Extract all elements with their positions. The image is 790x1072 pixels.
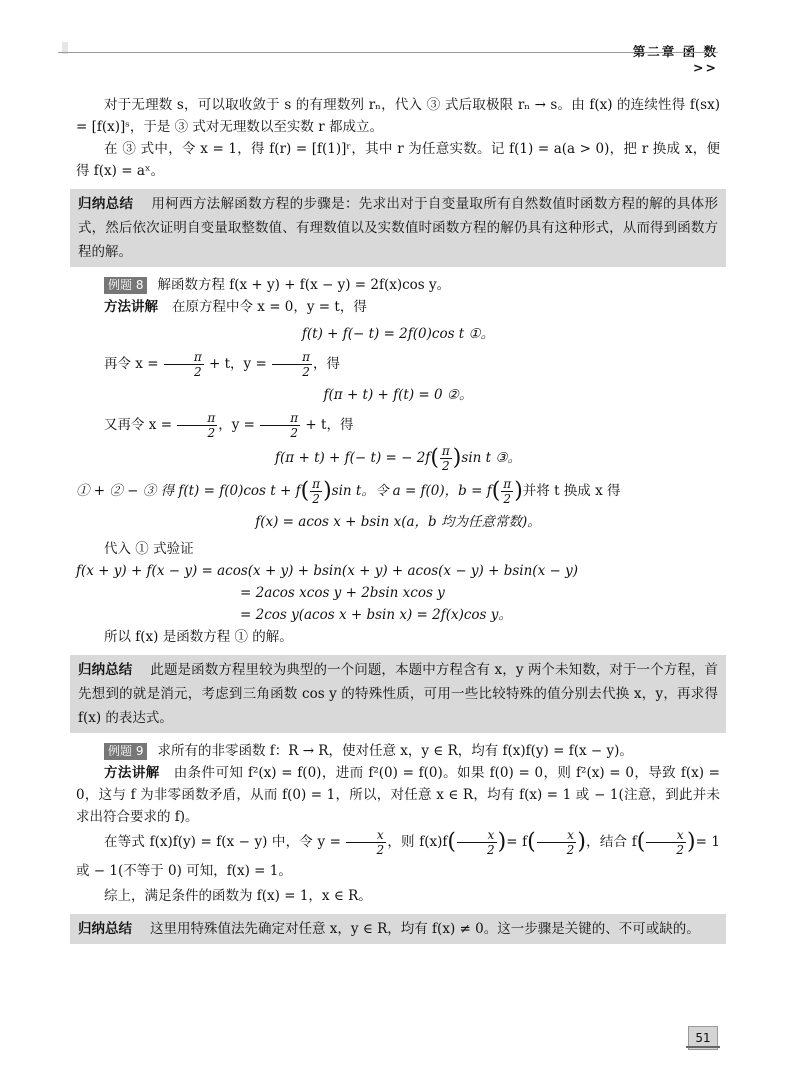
fraction-den: 2: [487, 843, 495, 857]
step-text: ，则 f(x)f: [387, 834, 448, 850]
fraction-num: π: [272, 350, 312, 365]
step-text: 由条件可知 f²(x) = f(0)，进而 f²(0) = f(0)。如果 f(0) = 0，则 f²(x) = 0，导致 f(x) = 0，这与 f 为非零函数矛盾，从而 f(0) = 1，所以，对任意 x ∈ R，均有 f(x) = 1 或 − 1(注意，到此并未求出符合要求的 f)。: [76, 765, 720, 825]
example-8-step-4: [76, 477, 720, 506]
fraction-den: 2: [193, 365, 202, 379]
paren-open: (: [491, 478, 501, 504]
example-8-step-3: [76, 411, 720, 440]
fraction-den: 2: [442, 459, 450, 473]
step-text: 再令 x =: [104, 356, 159, 372]
fraction-pi-over-2: [177, 411, 217, 440]
fraction-num: x: [346, 828, 386, 843]
step-text: 又再令 x =: [104, 417, 173, 433]
example-9-step-1: [76, 762, 720, 828]
summary-box-1: [70, 189, 726, 267]
example-8-conclusion: 所以 f(x) 是函数方程 ① 的解。: [104, 629, 293, 645]
verify-label: 代入 ① 式验证: [104, 541, 194, 557]
fraction-num: x: [537, 828, 577, 843]
example-8-step-1: [76, 296, 720, 318]
step-text: = f: [506, 834, 528, 850]
paragraph-irrational: 对于无理数 s，可以取收敛于 s 的有理数列 rₙ，代入 ③ 式后取极限 rₙ → s。由 f(x) 的连续性得 f(sx) = [f(x)]ˢ，于是 ③ 式对无理数以至实数 r 都成立。: [76, 97, 720, 135]
verify-line-1: f(x + y) + f(x − y) = acos(x + y) + bsin(x + y) + acos(x − y) + bsin(x − y): [76, 563, 578, 579]
step-text: 并将 t 换成 x 得: [522, 483, 621, 499]
fraction-pi-over-2: [164, 350, 204, 379]
equation-text: f(π + t) + f(− t) = − 2f: [275, 450, 431, 466]
paren-close: ): [497, 829, 507, 855]
fraction-num: x: [646, 828, 686, 843]
fraction-x-over-2: [346, 828, 386, 857]
fraction-num: π: [441, 444, 450, 458]
step-text: + t，y =: [209, 356, 267, 372]
fraction-num: π: [312, 477, 321, 491]
fraction-pi-over-2: [310, 477, 322, 506]
step-text: sin t。令 a = f(0)，b = f: [331, 483, 492, 499]
example-9-conclusion: 综上，满足条件的函数为 f(x) = 1，x ∈ R。: [104, 888, 372, 904]
fraction-den: 2: [566, 843, 575, 857]
equation-3: [76, 444, 720, 473]
summary-label: 归纳总结: [78, 921, 132, 937]
fraction-den: 2: [376, 843, 385, 857]
fraction-den: 2: [302, 365, 310, 379]
paren-close: ): [687, 829, 696, 855]
step-text: + t，得: [305, 417, 354, 433]
fraction-num: x: [457, 828, 497, 843]
fraction-num: π: [260, 411, 300, 426]
equation-4: f(x) = acos x + bsin x(a，b 均为任意常数)。: [255, 514, 541, 530]
fraction-pi-over-2: [260, 411, 300, 440]
paren-close: ): [514, 478, 523, 504]
fraction-x-over-2: [646, 828, 686, 857]
method-label: 方法讲解: [104, 299, 158, 315]
fraction-pi-over-2: [272, 350, 312, 379]
example-9-label: 例题 9: [104, 743, 147, 760]
header-rule: [58, 52, 718, 53]
example-8-label: 例题 8: [104, 277, 147, 294]
page-content: [76, 94, 720, 951]
summary-text: 此题是函数方程里较为典型的一个问题，本题中方程含有 x，y 两个未知数，对于一个方程，首先想到的就是消元，考虑到三角函数 cos y 的特殊性质，可用一些比较特殊的值分别去代换 x，y，再求得 f(x) 的表达式。: [78, 662, 719, 726]
equation-2: f(π + t) + f(t) = 0 ②。: [323, 387, 473, 403]
fraction-den: 2: [503, 492, 512, 506]
paren-open: (: [430, 445, 439, 471]
fraction-pi-over-2: [501, 477, 513, 506]
paren-open: (: [300, 478, 310, 504]
step-text: ，结合 f: [585, 834, 637, 850]
page-number: 51: [688, 1026, 718, 1050]
step-text: ① + ② − ③ 得 f(t) = f(0)cos t + f: [76, 483, 301, 499]
paren-open: (: [447, 829, 457, 855]
summary-box-3: [70, 914, 726, 944]
method-label: 方法讲解: [104, 765, 160, 781]
example-9-step-2: [76, 828, 720, 885]
step-text: 在原方程中令 x = 0，y = t，得: [172, 299, 367, 315]
paren-close: ): [452, 445, 462, 471]
example-8-step-2: [76, 350, 720, 379]
paren-open: (: [636, 829, 646, 855]
fraction-den: 2: [207, 426, 216, 440]
step-text: = 1 或 − 1(不等于 0) 可知，f(x) = 1。: [76, 834, 720, 879]
paragraph-real: 在 ③ 式中，令 x = 1，得 f(r) = [f(1)]ʳ，其中 r 为任意实数。记 f(1) = a(a > 0)，把 r 换成 x，便得 f(x) = aˣ。: [76, 141, 720, 179]
summary-label: 归纳总结: [78, 662, 133, 678]
paren-close: ): [323, 478, 332, 504]
fraction-den: 2: [676, 843, 684, 857]
fraction-x-over-2: [537, 828, 577, 857]
paren-close: ): [577, 829, 586, 855]
fraction-den: 2: [290, 426, 298, 440]
step-text: ，y =: [218, 417, 255, 433]
step-text: 在等式 f(x)f(y) = f(x − y) 中，令 y =: [104, 834, 341, 850]
equation-1: f(t) + f(− t) = 2f(0)cos t ①。: [301, 326, 495, 342]
step-text: ，得: [312, 356, 340, 372]
example-9-text: 求所有的非零函数 f：R → R，使对任意 x，y ∈ R，均有 f(x)f(y) = f(x − y)。: [157, 743, 633, 759]
equation-text: sin t ③。: [461, 450, 521, 466]
summary-box-2: [70, 655, 726, 733]
verify-line-3: = 2cos y(acos x + bsin x) = 2f(x)cos y。: [240, 607, 512, 623]
summary-label: 归纳总结: [78, 196, 134, 212]
verify-line-2: = 2acos xcos y + 2bsin xcos y: [240, 585, 445, 601]
fraction-num: π: [503, 477, 512, 491]
example-8-problem: [76, 274, 720, 296]
example-8-text: 解函数方程 f(x + y) + f(x − y) = 2f(x)cos y。: [157, 277, 451, 293]
example-9-problem: [76, 740, 720, 762]
fraction-pi-over-2: [440, 444, 452, 473]
summary-text: 用柯西方法解函数方程的步骤是：先求出对于自变量取所有自然数值时函数方程的解的具体形式，然后依次证明自变量取整数值、有理数值以及实数值时函数方程的解仍具有这种形式，从而得到函数方程的解。: [78, 196, 719, 260]
fraction-den: 2: [312, 492, 320, 506]
page-number-underline: [686, 1046, 720, 1048]
fraction-x-over-2: [457, 828, 497, 857]
fraction-num: π: [164, 350, 204, 365]
paren-open: (: [527, 829, 536, 855]
fraction-num: π: [177, 411, 217, 426]
summary-text: 这里用特殊值法先确定对任意 x，y ∈ R，均有 f(x) ≠ 0。这一步骤是关键的、不可或缺的。: [150, 921, 700, 937]
chapter-header: 第二章 函 数 >>: [632, 44, 718, 75]
